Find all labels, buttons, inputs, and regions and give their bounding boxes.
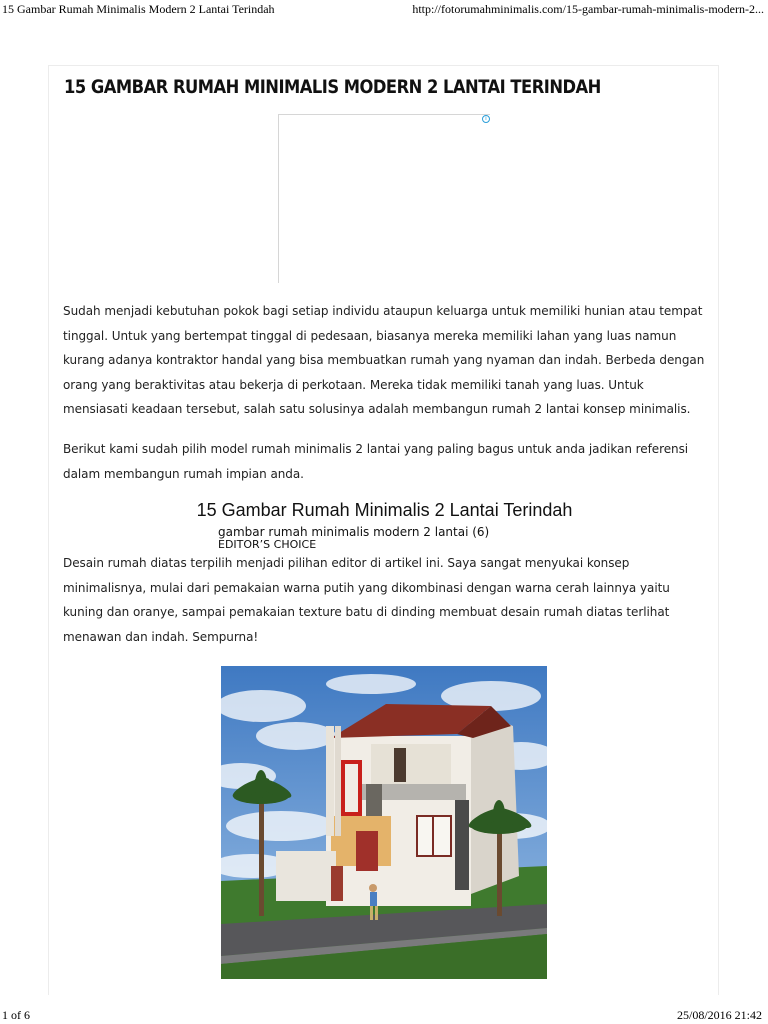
editor-paragraph: Desain rumah diatas terpilih menjadi pilihan editor di artikel ini. Saya sangat menyukai konsep minimalisnya, mulai dari pemakaian warna putih yang dikombinasi dengan warna cerah lainnya yaitu kuning dan oranye, sampai pemakaian texture batu di dinding membuat desain rumah diatas terlihat menawan dan indah. Sempurna!	[63, 556, 670, 644]
intro-paragraph: Sudah menjadi kebutuhan pokok bagi setiap individu ataupun keluarga untuk memiliki hunian atau tempat tinggal. Untuk yang bertempat tinggal di pedesaan, biasanya mereka memiliki lahan yang luas namun kurang adanya kontraktor handal yang bisa membuatkan rumah yang nyaman dan indah. Berbeda dengan orang yang beraktivitas atau bekerja di perkotaan. Mereka tidak memiliki tanah yang luas. Untuk mensiasati keadaan tersebut, salah satu solusinya adalah membangun rumah 2 lantai konsep minimalis.	[63, 304, 705, 416]
gallery-title: 15 Gambar Rumah Minimalis 2 Lantai Terindah	[196, 500, 573, 520]
editors-choice-badge: EDITOR’S CHOICE	[218, 538, 317, 551]
house-image[interactable]	[221, 666, 547, 979]
print-url: http://fotorumahminimalis.com/15-gambar-rumah-minimalis-modern-2...	[412, 2, 764, 16]
adchoices-icon[interactable]: i	[482, 115, 490, 123]
print-page-title: 15 Gambar Rumah Minimalis Modern 2 Lantai Terindah	[2, 2, 275, 16]
article-title: 15 GAMBAR RUMAH MINIMALIS MODERN 2 LANTAI TERINDAH	[64, 76, 601, 98]
ad-slot[interactable]	[278, 114, 490, 283]
reference-paragraph: Berikut kami sudah pilih model rumah minimalis 2 lantai yang paling bagus untuk anda jadikan referensi dalam membangun rumah impian anda.	[63, 442, 689, 481]
print-timestamp: 25/08/2016 21:42	[676, 1008, 762, 1022]
print-page-number: 1 of 6	[2, 1008, 30, 1022]
image-caption: gambar rumah minimalis modern 2 lantai (6)	[218, 525, 490, 539]
article-card	[48, 65, 719, 995]
